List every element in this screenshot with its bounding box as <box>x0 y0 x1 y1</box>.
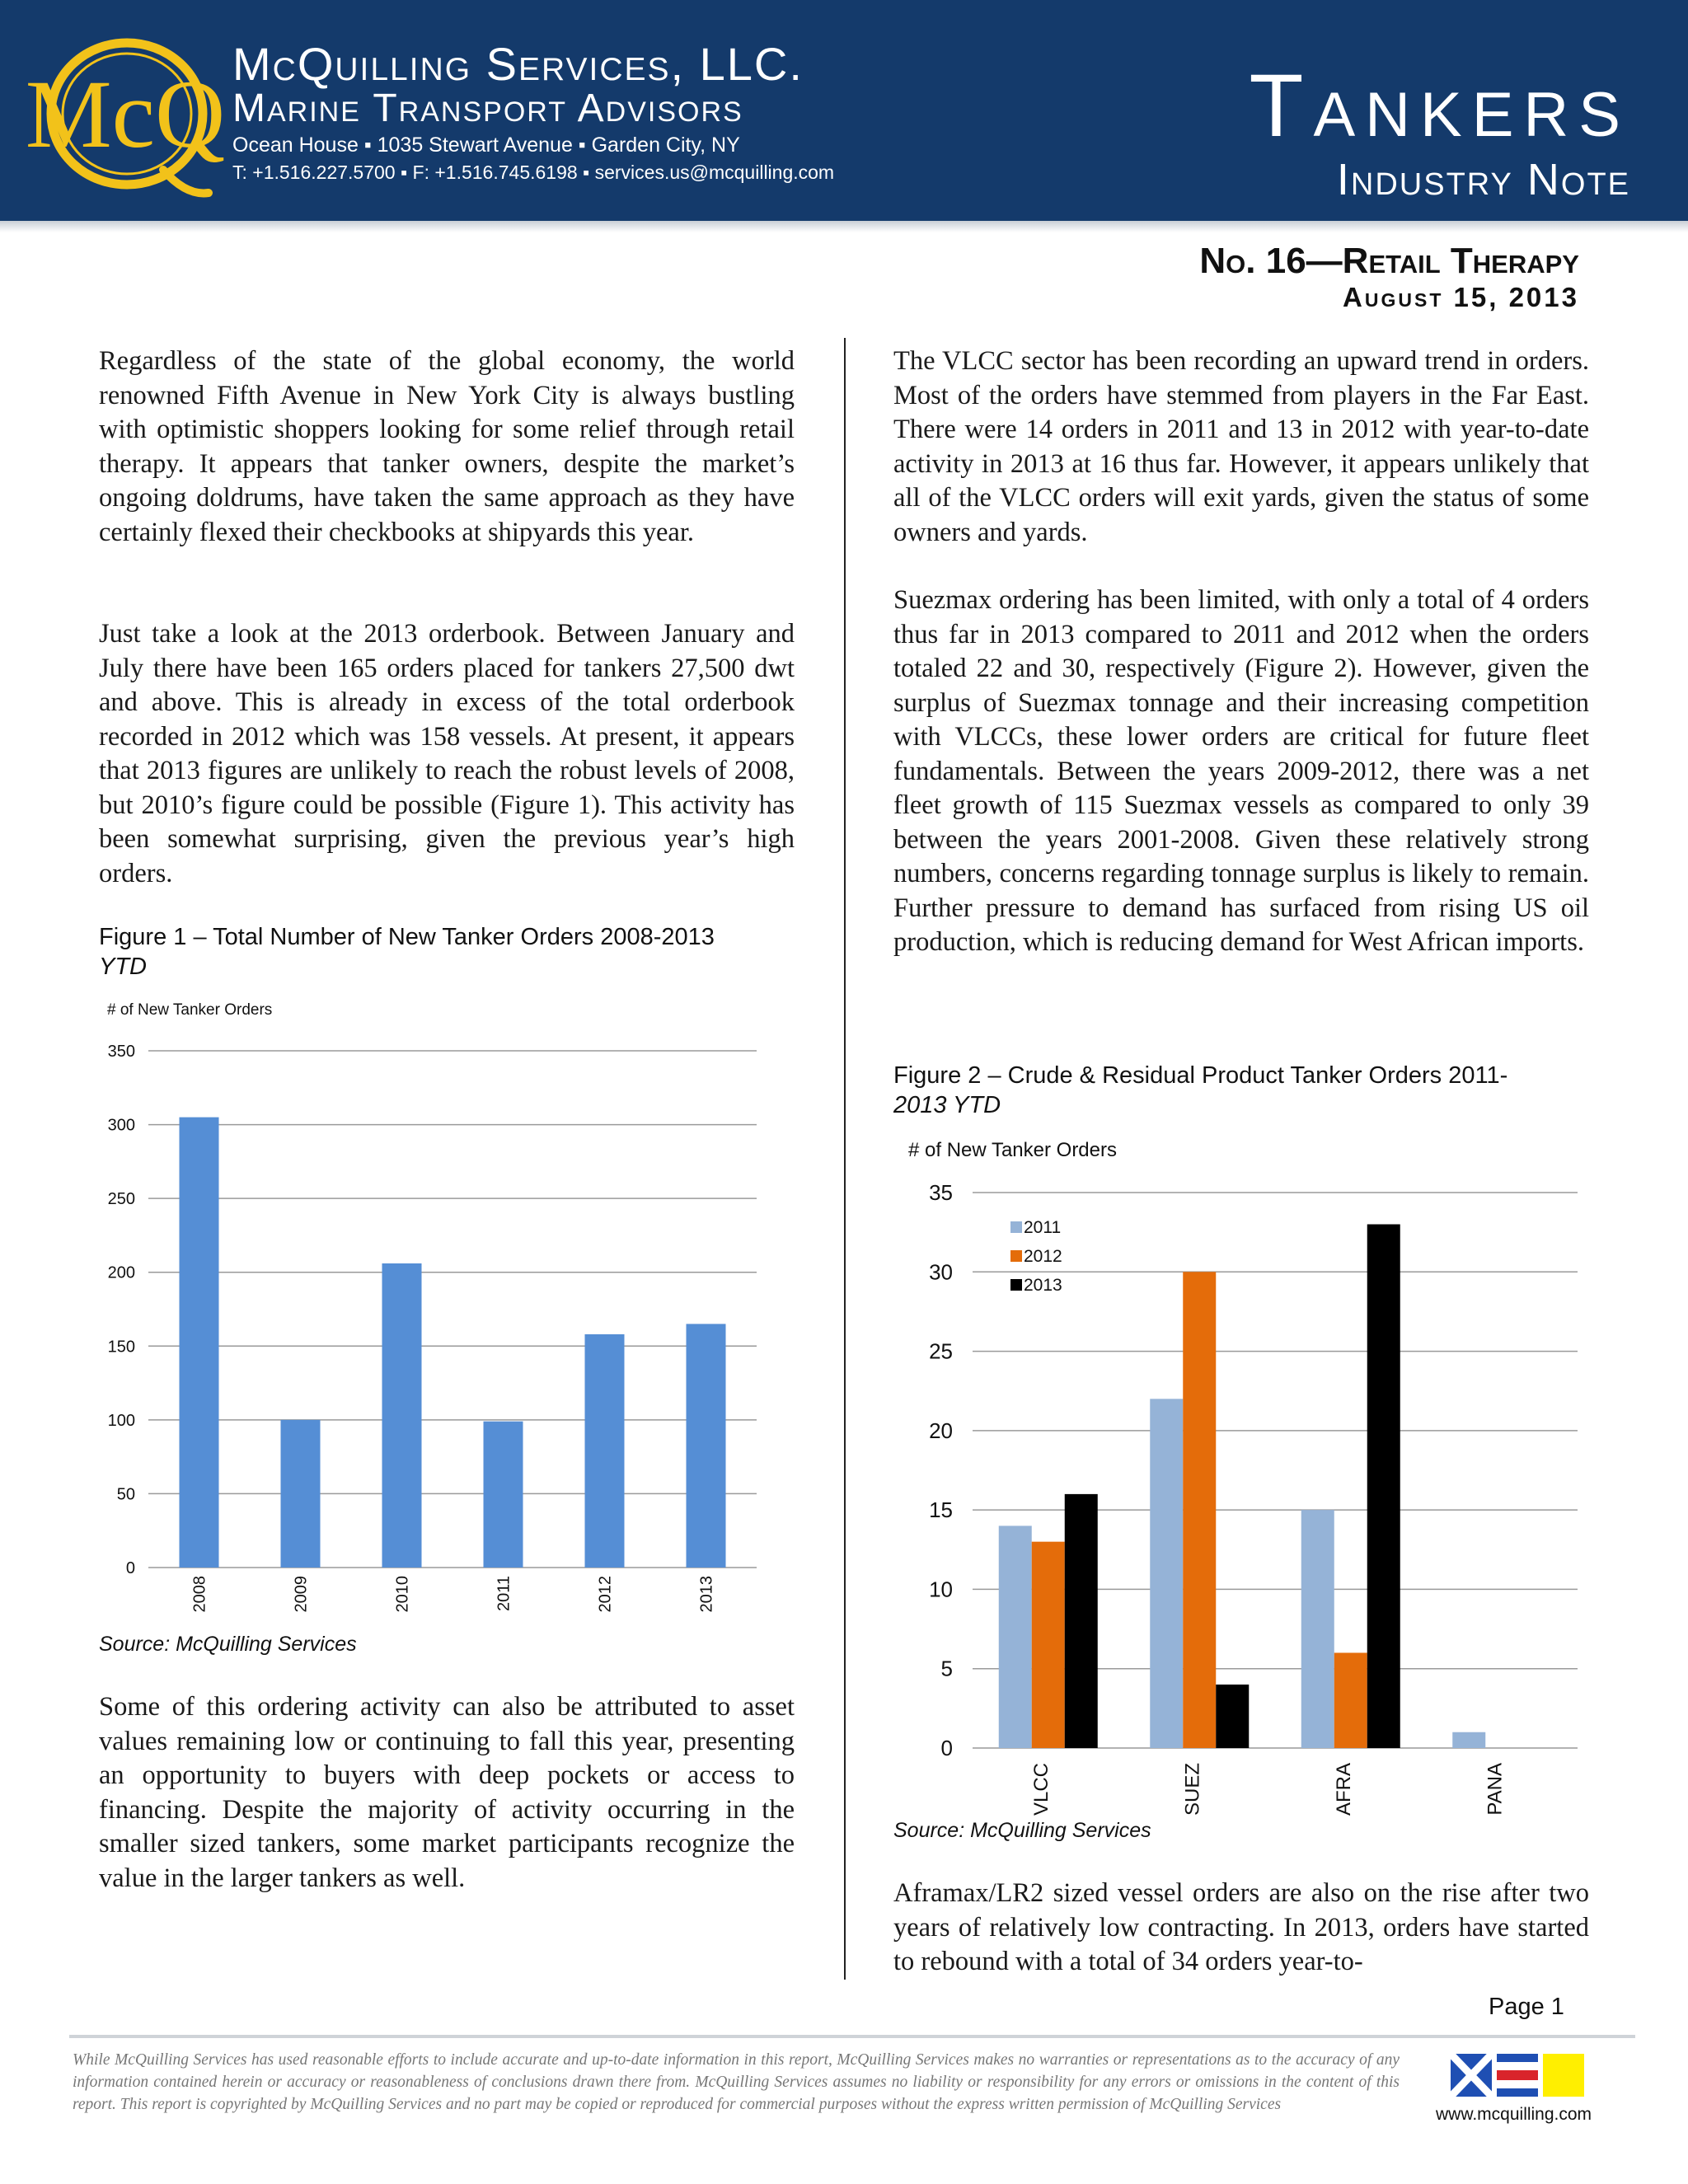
column-divider <box>844 338 846 1980</box>
company-address: Ocean House ▪ 1035 Stewart Avenue ▪ Garden City, NY <box>232 134 740 157</box>
figure-2-caption-main: Figure 2 – Crude & Residual Product Tanker Orders 2011- <box>893 1062 1508 1089</box>
chart1-bar-2009 <box>281 1420 321 1568</box>
company-name: McQuilling Services, LLC. <box>232 38 804 90</box>
chart2-legend-label: 2012 <box>1024 1247 1062 1266</box>
chart1-xtick-label: 2013 <box>697 1576 716 1613</box>
figure-2-source: Source: McQuilling Services <box>893 1819 1151 1842</box>
right-paragraph-3: Aframax/LR2 sized vessel orders are also on the rise after two years of relatively low contracting. In 2013, orders have started to rebound with a total of 34 orders year-to- <box>893 1878 1589 1976</box>
chart2-xtick-label: PANA <box>1484 1763 1507 1816</box>
logo-text: McQ <box>25 60 226 168</box>
chart1-ylabel: # of New Tanker Orders <box>107 1001 273 1019</box>
left-paragraph-3: Some of this ordering activity can also be attributed to asset values remaining low or continuing to fall this year, presenting an opportunity to buyers with deep pockets or access to financing. Despite the majority of activity occurring in the smaller sized tankers, some market participants recognize the value in the larger tankers as well. <box>99 1692 795 1893</box>
figure-1-caption-italic: YTD <box>99 954 147 980</box>
figure-2-caption <box>893 1061 1602 1120</box>
chart1-xtick-label: 2008 <box>190 1576 209 1613</box>
mcq-logo <box>25 31 226 206</box>
publication-subtitle: Industry Note <box>1336 155 1630 204</box>
chart2-bar-VLCC-2012 <box>1032 1542 1065 1748</box>
page-number: Page 1 <box>1489 1994 1564 2020</box>
left-paragraph-1: Regardless of the state of the global economy, the world renowned Fifth Avenue in New York City is always bustling with optimistic shoppers looking for some relief through retail therapy. It appears that tanker owners, despite the market’s ongoing doldrums, have taken the same approach as they have certainly flexed their checkbooks at shipyards this year. <box>99 346 795 547</box>
chart1-ytick-label: 250 <box>107 1190 135 1209</box>
disclaimer: While McQuilling Services has used reasonable efforts to include accurate and up-to-date information in this report, McQuilling Services makes no warranties or representations as to the accuracy of any information contained herein or accuracy or reasonableness of conclusions drawn there from. McQuilling Services assumes no liability or responsibility for any errors or omissions in the content of this report. This report is copyrighted by McQuilling Services and no part may be copied or reproduced for commercial purposes without the express written permission of McQuilling Services <box>73 2051 1400 2113</box>
chart1-bar-2013 <box>687 1324 726 1568</box>
right-paragraph-2: Suezmax ordering has been limited, with only a total of 4 orders thus far in 2013 compared to 2011 and 2012 when the orders totaled 22 and 30, respectively (Figure 2). However, given the surplus of Suezmax tonnage and their increasing competition with VLCCs, these lower orders are critical for future fleet fundamentals. Between the years 2009-2012, there was a net fleet growth of 115 Suezmax vessels as compared to only 39 between the years 2001-2008. Given these relatively strong numbers, concerns regarding tonnage surplus is likely to remain. Further pressure to demand has surfaced from rising US oil production, which is reducing demand for West African imports. <box>893 585 1589 957</box>
header-band <box>0 0 1688 221</box>
chart2-xtick-label: VLCC <box>1029 1763 1053 1816</box>
chart2-ytick-label: 35 <box>929 1180 953 1205</box>
chart2-bar-AFRA-2011 <box>1301 1510 1334 1748</box>
chart2-ytick-label: 15 <box>929 1497 953 1523</box>
chart1-ytick-label: 0 <box>125 1559 135 1577</box>
chart1-ytick-label: 200 <box>107 1263 135 1282</box>
chart2-ytick-label: 30 <box>929 1259 953 1285</box>
chart2-bar-SUEZ-2012 <box>1183 1272 1216 1748</box>
chart1-bar-2008 <box>180 1118 219 1568</box>
left-paragraph-2: Just take a look at the 2013 orderbook. Between January and July there have been 165 orders placed for tankers 27,500 dwt and above. This is already in excess of the total orderbook recorded in 2012 which was 158 vessels. At present, it appears that 2013 figures are unlikely to reach the robust levels of 2008, but 2010’s figure could be possible (Figure 1). This activity has been somewhat surprising, given the previous year’s high orders. <box>99 619 795 888</box>
chart1-xtick-label: 2009 <box>292 1576 311 1613</box>
company-tagline: Marine Transport Advisors <box>232 87 743 130</box>
chart1-bar-2010 <box>382 1263 422 1568</box>
publication-title: Tankers <box>1249 55 1630 155</box>
chart1-ytick-label: 100 <box>107 1411 135 1430</box>
figure-1-chart <box>91 999 775 1633</box>
website-link[interactable]: www.mcquilling.com <box>1436 2105 1592 2124</box>
chart2-ytick-label: 5 <box>940 1656 953 1681</box>
chart2-legend-swatch <box>1010 1279 1022 1291</box>
chart1-ytick-label: 50 <box>116 1485 135 1504</box>
chart1-xtick-label: 2011 <box>495 1576 513 1612</box>
figure-2-chart <box>898 1137 1624 1816</box>
chart2-xtick-label: AFRA <box>1332 1763 1355 1816</box>
chart2-ylabel: # of New Tanker Orders <box>908 1139 1117 1161</box>
right-paragraph-1: The VLCC sector has been recording an upward trend in orders. Most of the orders have stemmed from players in the Far East. There were 14 orders in 2011 and 13 in 2012 with year-to-date activity in 2013 at 16 thus far. However, it appears unlikely that all of the VLCC orders will exit yards, given the status of some owners and yards. <box>893 346 1589 547</box>
chart2-xtick-label: SUEZ <box>1181 1763 1204 1816</box>
signal-flags-icon <box>1451 2054 1584 2098</box>
company-contact: T: +1.516.227.5700 ▪ F: +1.516.745.6198 ▪ services.us@mcquilling.com <box>232 162 835 183</box>
chart1-ytick-label: 350 <box>107 1043 135 1061</box>
chart2-legend-label: 2013 <box>1024 1276 1062 1295</box>
chart1-ytick-label: 150 <box>107 1338 135 1357</box>
chart2-bar-VLCC-2011 <box>999 1526 1032 1748</box>
figure-1-caption-main: Figure 1 – Total Number of New Tanker Orders 2008-2013 <box>99 924 715 950</box>
chart2-bar-SUEZ-2013 <box>1216 1685 1249 1748</box>
chart2-bar-PANA-2011 <box>1452 1732 1485 1748</box>
figure-2-caption-italic: 2013 YTD <box>893 1092 1001 1118</box>
issue-title: No. 16—Retail Therapy <box>1199 241 1579 281</box>
chart2-bar-AFRA-2012 <box>1334 1652 1367 1748</box>
chart2-legend-swatch <box>1010 1221 1022 1233</box>
chart2-ytick-label: 20 <box>929 1418 953 1443</box>
chart2-ytick-label: 25 <box>929 1338 953 1364</box>
chart2-ytick-label: 0 <box>940 1736 953 1760</box>
footer-rule <box>69 2035 1635 2038</box>
figure-1-source: Source: McQuilling Services <box>99 1633 357 1656</box>
figure-1-caption <box>99 922 808 982</box>
chart1-xtick-label: 2010 <box>393 1576 412 1613</box>
chart1-ytick-label: 300 <box>107 1116 135 1135</box>
chart2-bar-AFRA-2013 <box>1367 1225 1400 1748</box>
chart1-bar-2011 <box>484 1422 523 1568</box>
chart1-xtick-label: 2012 <box>596 1576 615 1613</box>
chart1-bar-2012 <box>585 1334 625 1568</box>
chart2-bar-SUEZ-2011 <box>1150 1399 1183 1748</box>
chart2-legend-label: 2011 <box>1024 1218 1062 1237</box>
chart2-bar-VLCC-2013 <box>1065 1494 1098 1748</box>
header-shadow <box>0 221 1688 232</box>
chart2-ytick-label: 10 <box>929 1577 953 1602</box>
issue-date: August 15, 2013 <box>1343 282 1579 312</box>
chart2-legend-swatch <box>1010 1250 1022 1262</box>
